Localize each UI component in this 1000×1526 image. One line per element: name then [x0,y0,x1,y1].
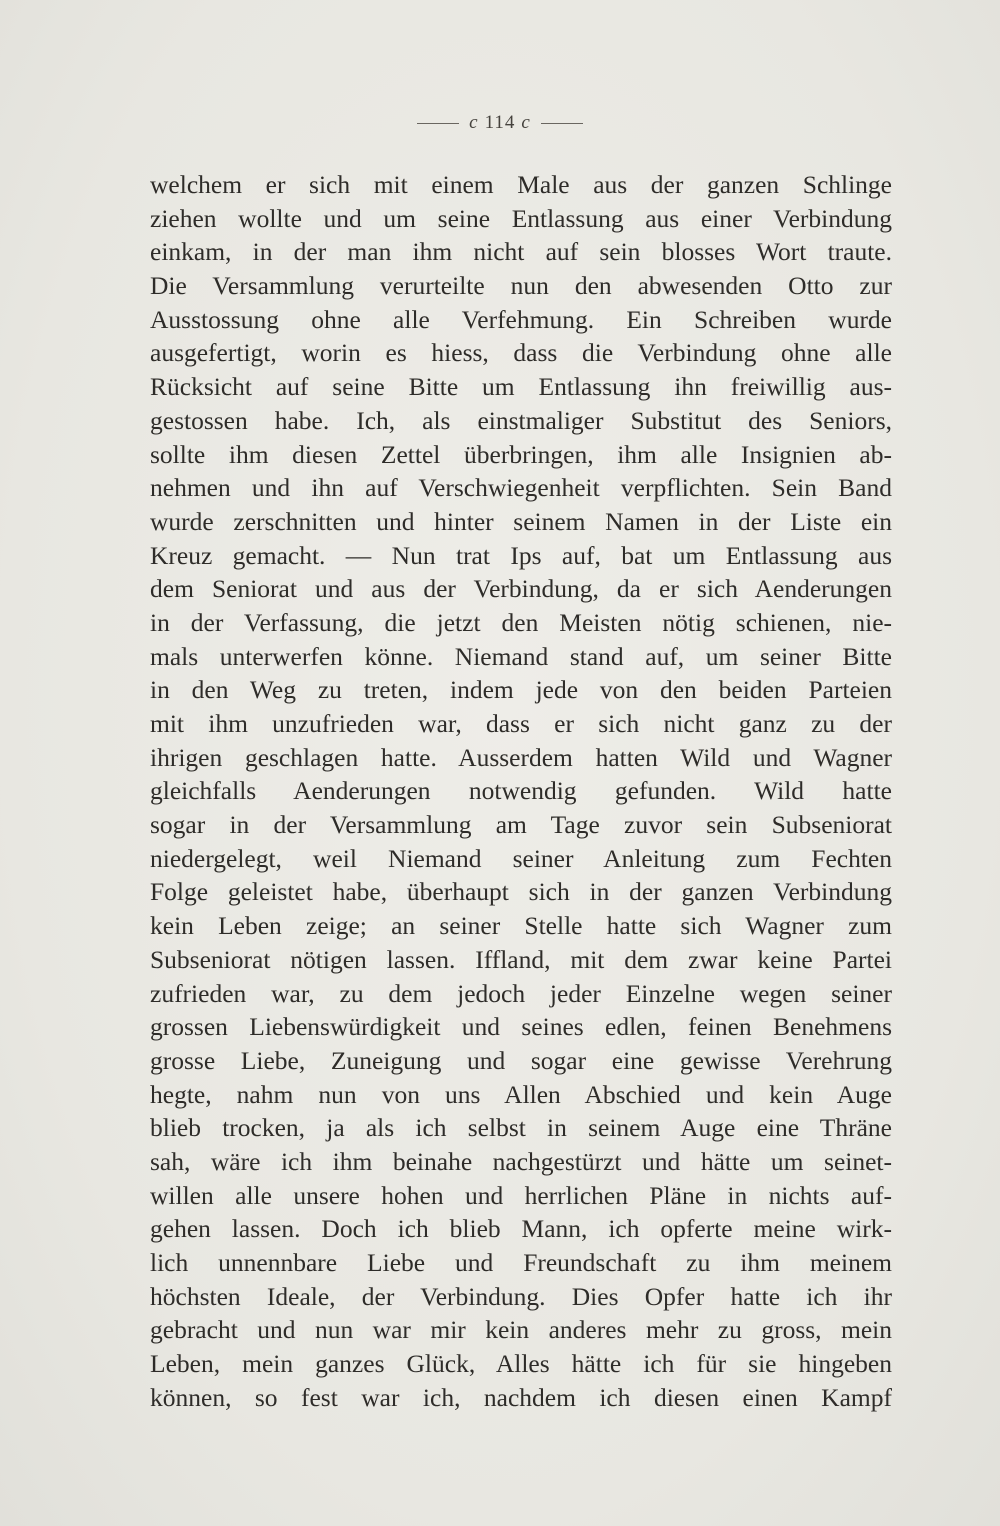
text-line: mals unterwerfen könne. Niemand stand auf, um seiner Bitte [150,641,892,671]
text-line: niedergelegt, weil Niemand seiner Anleitung zum Fechten [150,843,892,873]
text-line: willen alle unsere hohen und herrlichen Pläne in nichts auf- [150,1180,892,1210]
text-line: mit ihm unzufrieden war, dass er sich nicht ganz zu der [150,709,892,738]
header-ornament-left: c [469,112,479,133]
text-line: dem Seniorat und aus der Verbindung, da er sich Aenderungen [150,574,892,604]
text-line: welchem er sich mit einem Male aus der ganzen Schlinge [150,170,892,199]
text-line: höchsten Ideale, der Verbindung. Dies Opfer hatte ich ihr [150,1281,892,1311]
body-text [150,168,892,1414]
text-line: Kreuz gemacht. — Nun trat Ips auf, bat um Entlassung aus [150,540,892,570]
text-line: sollte ihm diesen Zettel überbringen, ihm alle Insignien ab- [150,439,892,469]
text-line: Ausstossung ohne alle Verfehmung. Ein Schreiben wurde [150,304,892,334]
header-rule-right [541,123,583,124]
text-line: einkam, in der man ihm nicht auf sein blosses Wort traute. [150,237,892,267]
text-line: gleichfalls Aenderungen notwendig gefunden. Wild hatte [150,776,892,806]
text-line: Die Versammlung verurteilte nun den abwesenden Otto zur [150,271,892,301]
text-line: Rücksicht auf seine Bitte um Entlassung ihn freiwillig aus- [150,372,892,402]
text-line: sah, wäre ich ihm beinahe nachgestürzt und hätte um seinet- [150,1146,892,1176]
header-ornament-right: c [521,112,531,133]
text-line: gebracht und nun war mir kein anderes mehr zu gross, mein [150,1315,892,1345]
text-line: Folge geleistet habe, überhaupt sich in der ganzen Verbindung [150,877,892,907]
text-line: Leben, mein ganzes Glück, Alles hätte ich für sie hingeben [150,1349,892,1379]
text-line: sogar in der Versammlung am Tage zuvor sein Subseniorat [150,810,892,840]
text-line: ausgefertigt, worin es hiess, dass die Verbindung ohne alle [150,338,892,368]
text-line: lich unnennbare Liebe und Freundschaft zu ihm meinem [150,1248,892,1277]
text-line: grosse Liebe, Zuneigung und sogar eine gewisse Verehrung [150,1045,892,1075]
text-line: nehmen und ihn auf Verschwiegenheit verpflichten. Sein Band [150,473,892,503]
text-line: hegte, nahm nun von uns Allen Abschied und kein Auge [150,1079,892,1109]
text-line: können, so fest war ich, nachdem ich diesen einen Kampf [150,1382,892,1412]
page-header [0,112,1000,134]
text-line: gestossen habe. Ich, als einstmaliger Substitut des Seniors, [150,405,892,435]
text-line: ihrigen geschlagen hatte. Ausserdem hatten Wild und Wagner [150,742,892,772]
text-line: grossen Liebenswürdigkeit und seines edlen, feinen Benehmens [150,1012,892,1042]
text-line: ziehen wollte und um seine Entlassung aus einer Verbindung [150,203,892,233]
text-line: Subseniorat nötigen lassen. Iffland, mit dem zwar keine Partei [150,944,892,974]
text-line: zufrieden war, zu dem jedoch jeder Einzelne wegen seiner [150,978,892,1008]
text-line: blieb trocken, ja als ich selbst in seinem Auge eine Thräne [150,1113,892,1143]
page-number: 114 [484,112,516,133]
text-line: gehen lassen. Doch ich blieb Mann, ich opferte meine wirk- [150,1214,892,1244]
text-line: wurde zerschnitten und hinter seinem Namen in der Liste ein [150,506,892,536]
text-line: kein Leben zeige; an seiner Stelle hatte sich Wagner zum [150,911,892,941]
header-rule-left [417,123,459,124]
text-line: in der Verfassung, die jetzt den Meisten nötig schienen, nie- [150,607,892,637]
text-line: in den Weg zu treten, indem jede von den beiden Parteien [150,675,892,705]
